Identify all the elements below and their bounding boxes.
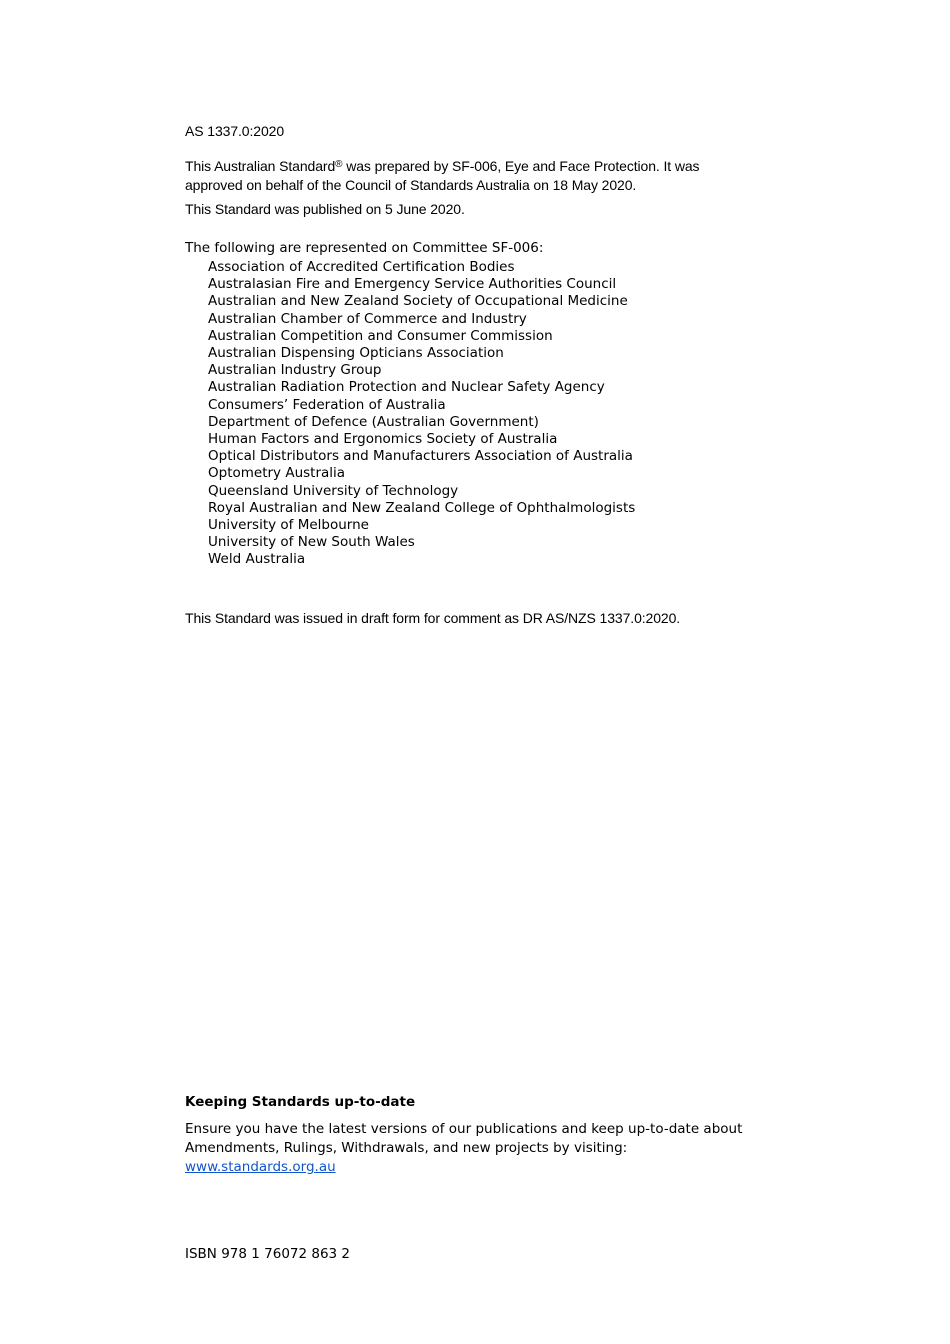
committee-heading: The following are represented on Committee SF-006:: [185, 240, 544, 256]
committee-member: Australian and New Zealand Society of Occupational Medicine: [208, 293, 628, 310]
registered-mark: ®: [335, 159, 343, 170]
committee-member: Consumers’ Federation of Australia: [208, 396, 446, 413]
standards-website-link[interactable]: www.standards.org.au: [185, 1159, 336, 1175]
committee-member: Australian Dispensing Opticians Association: [208, 345, 504, 362]
committee-member: Weld Australia: [208, 551, 306, 568]
committee-member-list: [208, 259, 635, 569]
committee-member: Royal Australian and New Zealand College of Ophthalmologists: [208, 499, 636, 516]
preparation-prefix: This Australian Standard: [185, 158, 336, 174]
keeping-standards-text: Ensure you have the latest versions of our publications and keep up-to-date about Amendments, Rulings, Withdrawals, and new projects by visiting:: [185, 1121, 743, 1156]
committee-member: Optometry Australia: [208, 465, 346, 482]
committee-member: Association of Accredited Certification Bodies: [208, 259, 515, 275]
committee-member: Australian Competition and Consumer Commission: [208, 327, 553, 344]
publication-date-paragraph: This Standard was published on 5 June 2020.: [185, 201, 465, 217]
standard-number: AS 1337.0:2020: [185, 123, 285, 139]
preparation-suffix: was prepared by SF-006, Eye and Face Protection. It was approved on behalf of the Council of Standards Australia on 18 May 2020.: [185, 158, 700, 193]
isbn: ISBN 978 1 76072 863 2: [185, 1246, 351, 1262]
draft-note: This Standard was issued in draft form for comment as DR AS/NZS 1337.0:2020.: [185, 610, 681, 626]
committee-member: Australian Chamber of Commerce and Industry: [208, 310, 527, 327]
preparation-paragraph: [185, 155, 745, 195]
committee-member: Optical Distributors and Manufacturers Association of Australia: [208, 448, 633, 465]
committee-member: Human Factors and Ergonomics Society of Australia: [208, 431, 558, 448]
keeping-standards-body: [185, 1120, 775, 1177]
committee-member: Australian Industry Group: [208, 362, 382, 379]
committee-member: University of New South Wales: [208, 534, 415, 551]
committee-member: University of Melbourne: [208, 517, 369, 534]
committee-member: Australasian Fire and Emergency Service Authorities Council: [208, 276, 617, 293]
committee-member: Australian Radiation Protection and Nuclear Safety Agency: [208, 379, 605, 396]
committee-member: Department of Defence (Australian Government): [208, 413, 539, 430]
committee-member: Queensland University of Technology: [208, 482, 459, 499]
keeping-standards-heading: Keeping Standards up-to-date: [185, 1094, 416, 1110]
